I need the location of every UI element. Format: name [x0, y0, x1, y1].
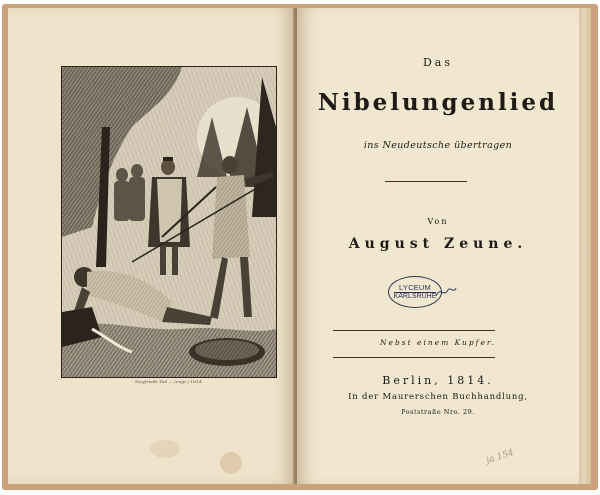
plate-note: Nebst einem Kupfer. [379, 338, 497, 347]
imprint-publisher: In der Maurerschen Buchhandlung, [348, 392, 528, 402]
frontispiece-engraving [61, 66, 277, 378]
stamp-line-1: LYCEUM [399, 283, 431, 292]
frontispiece-caption: Siegfrieds Tod — (engr.) 1814. [135, 379, 203, 384]
ink-scribble [434, 284, 458, 300]
book-title: Nibelungenlied [317, 89, 559, 116]
pencil-annotation: ja 154 [485, 447, 516, 467]
by-line: Von [427, 217, 449, 226]
title-article: Das [422, 56, 454, 69]
imprint-address: Poststraße Nro. 29. [401, 408, 475, 416]
page-edges [579, 8, 591, 484]
foxing-spot [150, 440, 180, 458]
engraving-illustration [62, 67, 276, 377]
divider-rule [333, 330, 495, 331]
divider-rule [385, 181, 467, 182]
book-subtitle: ins Neudeutsche übertragen [363, 140, 513, 151]
imprint-place-date: Berlin, 1814. [382, 374, 494, 387]
divider-rule [333, 357, 495, 358]
author-name: August Zeune. [348, 236, 528, 252]
foxing-spot [220, 452, 242, 474]
stamp-line-2: KARLSRUHE [393, 293, 437, 300]
